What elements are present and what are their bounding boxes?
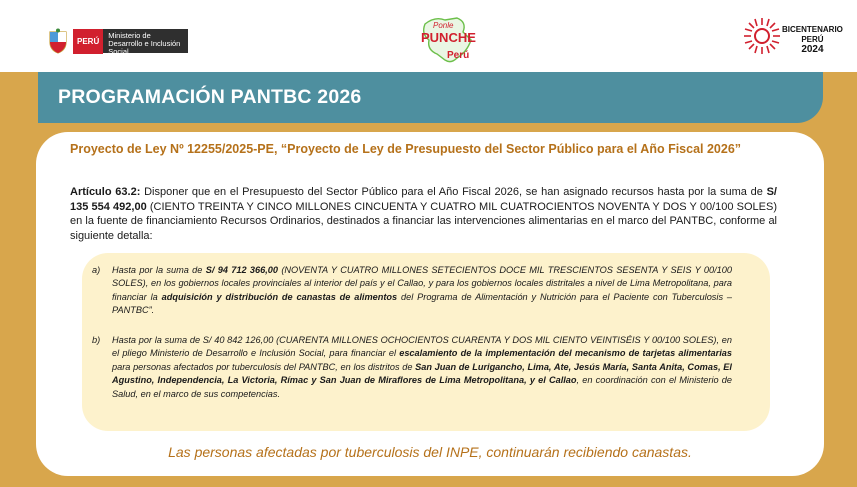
logo-ponle: Ponle bbox=[433, 21, 454, 30]
articulo-label: Artículo 63.2: bbox=[70, 186, 141, 198]
coat-of-arms-icon bbox=[47, 28, 69, 54]
page-title: PROGRAMACIÓN PANTBC 2026 bbox=[58, 86, 362, 108]
footer-note: Las personas afectadas por tuberculosis del INPE, continuarán recibiendo canastas. bbox=[168, 444, 692, 460]
header-logos bbox=[0, 0, 857, 72]
item-districts: San Juan de Lurigancho, Lima, Ate, Jesús María, Santa Anita, Comas, El Agustino, Independencia, La Victoria, Rímac y San Juan de Miraflores de Lima Metropolitana, y el Callao bbox=[112, 361, 732, 386]
ministry-logo bbox=[47, 26, 192, 56]
item-text: del Programa de Alimentación y Nutrición para el Paciente con Tuberculosis – PANTBC”. bbox=[112, 291, 733, 316]
ley-heading: Proyecto de Ley Nº 12255/2025-PE, “Proyecto de Ley de Presupuesto del Sector Público para el Año Fiscal 2026” bbox=[70, 142, 742, 156]
bicentenario-line1: BICENTENARIO bbox=[782, 25, 843, 34]
articulo-text2: (CIENTO TREINTA Y CINCO MILLONES CINCUENTA Y CUATRO MIL CUATROCIENTOS NOVENTA Y DOS Y 00/100 SOLES) en la fuente de financiamiento Recursos Ordinarios, destinados a financiar las intervenciones alimentarias en el marco del PANTBC, conforme al siguiente detalla: bbox=[70, 200, 777, 242]
articulo-amount: S/ 135 554 492,00 bbox=[70, 186, 777, 213]
articulo-paragraph bbox=[70, 185, 777, 243]
item-highlight: adquisición y distribución de canastas de alimentos bbox=[161, 291, 398, 302]
item-label: a) bbox=[92, 265, 101, 275]
item-text: Hasta por la suma de S/ 40 842 126,00 (CUARENTA MILLONES OCHOCIENTOS CUARENTA Y DOS MIL CIENTO VEINTISÉIS Y 00/100 SOLES), en el pliego Ministerio de Desarrollo e Inclusión Social, para financiar el bbox=[112, 335, 732, 359]
title-bar bbox=[38, 72, 823, 123]
bicentenario-line2: PERÚ bbox=[801, 35, 824, 44]
bicentenario-logo bbox=[742, 16, 843, 62]
list-item-b bbox=[92, 334, 732, 401]
item-amount: S/ 94 712 366,00 bbox=[205, 265, 279, 275]
logo-peru: Perú bbox=[447, 50, 470, 61]
ponle-punche-peru-logo bbox=[405, 14, 495, 66]
logo-punche: PUNCHE bbox=[421, 30, 476, 45]
item-label: b) bbox=[92, 335, 101, 345]
bicentenario-year: 2024 bbox=[801, 44, 824, 55]
item-text: (NOVENTA Y CUATRO MILLONES SETECIENTOS DOCE MIL TRESCIENTOS SESENTA Y SEIS Y 00/100 SOLES), en los gobiernos locales provinciales al interior del país y el Callao, y para los gobiernos locales distritales a nivel de Lima Metropolitana, para financiar la bbox=[112, 265, 732, 302]
bicentenario-sun-icon bbox=[742, 16, 782, 56]
item-text: Hasta por la suma de bbox=[112, 265, 206, 275]
articulo-text1: Disponer que en el Presupuesto del Sector Público para el Año Fiscal 2026, se han asignado recursos hasta por la suma de bbox=[140, 186, 767, 198]
detail-box bbox=[82, 253, 770, 431]
ministry-name: Ministerio de Desarrollo e Inclusión Social bbox=[103, 29, 188, 53]
peru-label: PERÚ bbox=[73, 29, 103, 54]
item-text: para personas afectados por tuberculosis del PANTBC, en los distritos de bbox=[112, 361, 416, 372]
list-item-a bbox=[92, 264, 733, 318]
bicentenario-text bbox=[782, 25, 843, 55]
content-card bbox=[36, 132, 824, 476]
item-text: , en coordinación con el Ministerio de Salud, en el marco de sus competencias. bbox=[112, 375, 732, 399]
item-highlight: escalamiento de la implementación del mecanismo de tarjetas alimentarias bbox=[399, 348, 732, 359]
